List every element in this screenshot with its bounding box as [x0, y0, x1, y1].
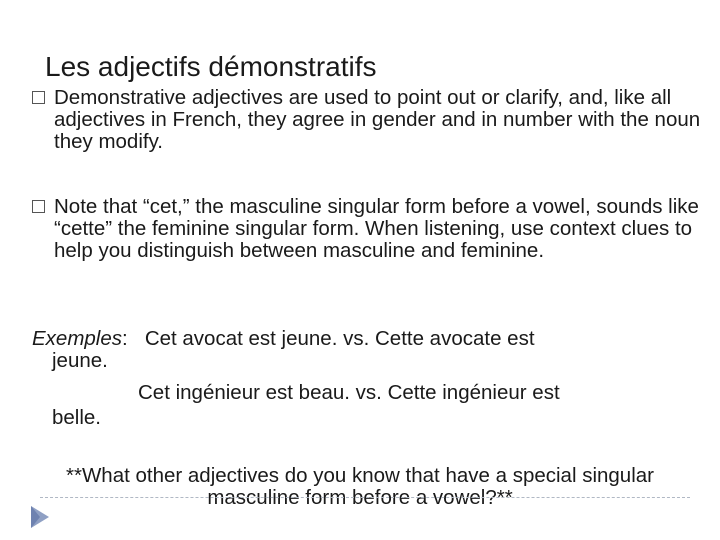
- slide-title: Les adjectifs démonstratifs: [45, 51, 377, 82]
- bullet-demonstrative-adjectives: [32, 87, 702, 153]
- next-arrow-icon[interactable]: [28, 503, 52, 531]
- example-2-line-1: Cet ingénieur est beau. vs. Cette ingénieur est: [138, 381, 560, 404]
- checkbox-bullet-icon: [32, 91, 45, 104]
- examples-colon: :: [122, 327, 128, 350]
- example-1-line-1: Cet avocat est jeune. vs. Cette avocate est: [144, 327, 535, 350]
- bullet-text: Demonstrative adjectives are used to point out or clarify, and, like all adjectives in French, they agree in gender and in number with the noun they modify.: [54, 86, 701, 153]
- examples-label: Exemples: [32, 327, 123, 350]
- example-2-line-2: belle.: [52, 406, 102, 429]
- checkbox-bullet-icon: [32, 200, 45, 213]
- example-1-line-2: jeune.: [52, 349, 108, 372]
- example-2: [32, 382, 672, 429]
- question-text: **What other adjectives do you know that have a special singular masculine form before a vowel?**: [65, 464, 654, 509]
- bullet-cet-note: [32, 196, 702, 262]
- example-1: [32, 328, 672, 372]
- bullet-text: Note that “cet,” the masculine singular form before a vowel, sounds like “cette” the feminine singular form. When listening, use context clues to help you distinguish between masculine and feminine.: [54, 195, 699, 262]
- dashed-divider: [40, 497, 690, 498]
